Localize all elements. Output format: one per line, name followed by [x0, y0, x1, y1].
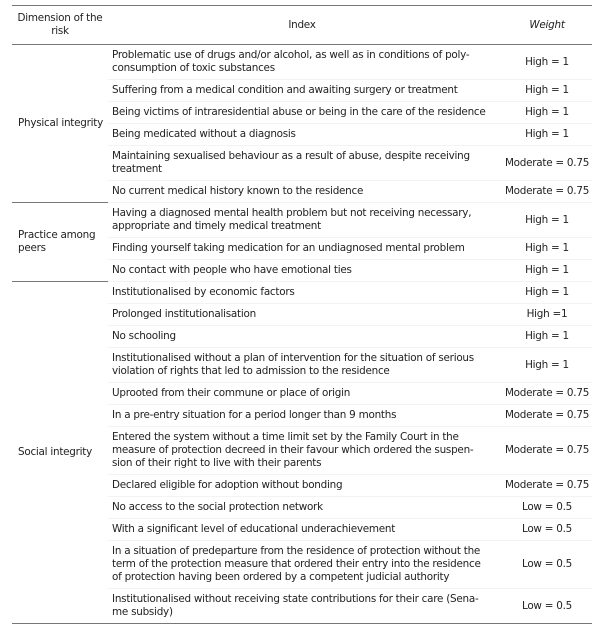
index-cell: Being medicated without a diagnosis [108, 124, 496, 146]
index-cell: No access to the social protection network [108, 497, 496, 519]
header-index: Index [108, 6, 496, 45]
index-cell: In a situation of predeparture from the residence of protection without the term of the protection measure that ordered their entry into the residence of protection having been ordered by a competent judicial authority [108, 541, 496, 589]
dimension-physical-integrity: Physical integrity [12, 45, 108, 203]
index-cell: No contact with people who have emotional ties [108, 260, 496, 282]
weight-cell: High =1 [496, 304, 592, 326]
dimension-practice-among-peers: Practice among peers [12, 203, 108, 282]
index-cell: Institutionalised without a plan of intervention for the situation of serious violation of rights that led to admission to the residence [108, 348, 496, 383]
weight-cell: High = 1 [496, 260, 592, 282]
index-cell: No current medical history known to the residence [108, 181, 496, 203]
header-row [12, 6, 592, 45]
weight-cell: Moderate = 0.75 [496, 383, 592, 405]
weight-cell: High = 1 [496, 102, 592, 124]
table-row [12, 203, 592, 238]
index-cell: No schooling [108, 326, 496, 348]
dimension-social-integrity: Social integrity [12, 282, 108, 624]
index-cell: Prolonged institutionalisation [108, 304, 496, 326]
risk-index-table [12, 5, 592, 624]
risk-index-table-container [12, 5, 592, 624]
index-cell: Uprooted from their commune or place of origin [108, 383, 496, 405]
weight-cell: High = 1 [496, 326, 592, 348]
header-dimension: Dimension of the risk [12, 6, 108, 45]
weight-cell: High = 1 [496, 124, 592, 146]
weight-cell: Moderate = 0.75 [496, 427, 592, 475]
weight-cell: Moderate = 0.75 [496, 405, 592, 427]
index-cell: Maintaining sexualised behaviour as a result of abuse, despite receiving treatment [108, 146, 496, 181]
weight-cell: High = 1 [525, 55, 569, 68]
index-cell: Institutionalised without receiving state contributions for their care (Sena-me subsidy) [108, 589, 496, 624]
index-cell: Being victims of intraresidential abuse or being in the care of the residence [108, 102, 496, 124]
weight-cell: Low = 0.5 [496, 519, 592, 541]
weight-cell: High = 1 [496, 203, 592, 238]
index-cell: Suffering from a medical condition and awaiting surgery or treatment [108, 80, 496, 102]
weight-cell: High = 1 [496, 348, 592, 383]
index-cell: Institutionalised by economic factors [108, 282, 496, 304]
index-cell: Having a diagnosed mental health problem but not receiving necessary, appropriate and timely medical treatment [108, 203, 496, 238]
weight-cell: Moderate = 0.75 [496, 475, 592, 497]
table-row [12, 282, 592, 304]
index-cell: Entered the system without a time limit set by the Family Court in the measure of protection decreed in their favour which ordered the suspen-sion of their right to live with their parents [108, 427, 496, 475]
table-row [12, 45, 592, 80]
weight-cell: Low = 0.5 [496, 589, 592, 624]
weight-cell: High = 1 [496, 80, 592, 102]
index-cell: Problematic use of drugs and/or alcohol, as well as in conditions of poly-consumption of toxic substances [112, 49, 470, 74]
header-weight: Weight [496, 6, 592, 45]
index-cell: With a significant level of educational underachievement [108, 519, 496, 541]
table-body [12, 45, 592, 624]
weight-cell: Low = 0.5 [496, 497, 592, 519]
weight-cell: High = 1 [496, 238, 592, 260]
index-cell: Declared eligible for adoption without bonding [108, 475, 496, 497]
index-cell: Finding yourself taking medication for an undiagnosed mental problem [108, 238, 496, 260]
weight-cell: High = 1 [496, 282, 592, 304]
weight-cell: Moderate = 0.75 [496, 146, 592, 181]
index-cell: In a pre-entry situation for a period longer than 9 months [108, 405, 496, 427]
weight-cell: Low = 0.5 [496, 541, 592, 589]
weight-cell: Moderate = 0.75 [496, 181, 592, 203]
table-header [12, 6, 592, 45]
